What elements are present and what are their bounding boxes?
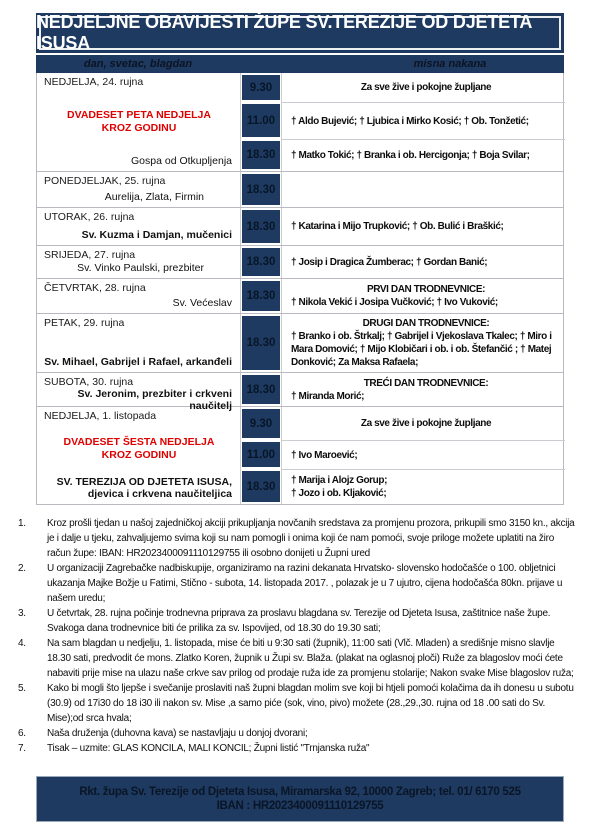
intention-cell: [281, 246, 565, 278]
item-number: 1.: [18, 518, 26, 529]
item-number: 4.: [18, 638, 26, 649]
day-group-monday: [37, 171, 563, 207]
intention-cell: [281, 407, 565, 440]
title-bar: [36, 13, 564, 53]
item-text: U organizaciji Zagrebačke nadbiskupije, organiziramo na razini dekanata Hrvatsko- slovensko hodočašće o 100. obljetnici ukazanja Majke Božje u Fatimi, Stično - subota, 14. listopada 2017. , polazak je u 7 ujutro, cijena hodočašća 80kn. prijave u našem uredu;: [47, 563, 563, 604]
intention-cell: [281, 102, 565, 139]
day-label: NEDJELJA, 24. rujna: [44, 76, 144, 88]
list-item: [18, 561, 580, 606]
intention-cell: [281, 208, 565, 245]
feast-label: DVADESET PETA NEDJELJA KROZ GODINU: [67, 108, 211, 134]
day-cell: [37, 172, 241, 207]
footer-bar: [36, 776, 564, 822]
saint-label: Sv. Vinko Paulski, prezbiter: [77, 262, 204, 274]
saint-label: Sv. Mihael, Gabrijel i Rafael, arkanđeli: [44, 356, 232, 368]
saint-label: Sv. Jeronim, prezbiter i crkveni naučitelj: [77, 388, 232, 412]
day-group-sunday-24: [37, 73, 563, 171]
item-number: 6.: [18, 728, 26, 739]
page-title: NEDJELJNE OBAVIJESTI ŽUPE SV.TEREZIJE OD DJETETA ISUSA: [36, 12, 532, 53]
day-label: SRIJEDA, 27. rujna: [44, 249, 136, 261]
list-item: [18, 741, 580, 756]
day-label: PETAK, 29. rujna: [44, 317, 125, 329]
item-number: 2.: [18, 563, 26, 574]
day-label: SUBOTA, 30. rujna: [44, 376, 134, 388]
list-item: [18, 516, 580, 561]
day-cell: [37, 373, 241, 412]
day-cell: [37, 279, 241, 313]
intention-cell: [281, 139, 565, 171]
intention-cell: [281, 440, 565, 469]
footer-address: Rkt. župa Sv. Terezije od Djeteta Isusa, Miramarska 92, 10000 Zagreb; tel. 01/ 6170 525: [79, 786, 521, 798]
list-item: [18, 681, 580, 726]
item-number: 5.: [18, 683, 26, 694]
trodnevnica-header: TREĆI DAN TRODNEVNICE:: [363, 377, 489, 389]
day-group-sunday-1: [37, 406, 563, 504]
day-group-wednesday: [37, 245, 563, 278]
bulletin-page: [36, 0, 564, 505]
intention-text: Za sve žive i pokojne župljane: [360, 82, 492, 93]
column-header-strip: [36, 55, 564, 73]
item-number: 3.: [18, 608, 26, 619]
footer-wrap: [36, 776, 564, 822]
intention-text: † Matko Tokić; † Branka i ob. Hercigonja; † Boja Svilar;: [291, 150, 530, 161]
time-cell: 9.30: [242, 409, 280, 438]
list-item: [18, 726, 580, 741]
saint-label: SV. TEREZIJA OD DJETETA ISUSA, djevica i crkvena naučiteljica: [56, 476, 232, 500]
day-group-saturday: [37, 372, 563, 412]
list-item: [18, 606, 580, 636]
item-text: Kroz prošli tjedan u našoj zajedničkoj akciji prikupljanja novčanih sredstava za promjenu prozora, prikupili smo 3150 kn., akcija je i dalje u tjeku, zahvaljujemo svima koji su nam pomogli i onima koji će nam pomoći, svoje priloge možete uplatiti na žiro račun župe: IBAN: HR2023400091110129755 ili osobno donijeti u Župni ured: [47, 518, 575, 559]
time-cell: 18.30: [242, 471, 280, 502]
item-text: Kako bi mogli što ljepše i svečanije proslaviti naš župni blagdan molim sve koji bi htjeli pomoći kolačima da ih donesu u subotu (30.9) od 17i30 do 18 i30 ili nakon sv. Mise ,a samo piće (sok, vino, pivo) možete (28.,29.,30. rujna od 18 .00 sati do Sv. Mise);od srca hvala;: [47, 683, 574, 724]
day-label: PONEDJELJAK, 25. rujna: [44, 175, 166, 187]
column-header-day: dan, svetac, blagdan: [83, 58, 193, 70]
time-cell: 18.30: [242, 375, 280, 404]
intention-text: Za sve žive i pokojne župljane: [360, 418, 492, 429]
item-text: Na sam blagdan u nedjelju, 1. listopada, mise će biti u 9:30 sati (župnik), 11:00 sati (Vlč. Mladen) a središnje misno slavlje 18.30 sati, predvodit će mons. Zlatko Koren, župnik u Župi sv. Blaža. (plakat na oglasnoj ploči) Ruže za blagoslov moći ćete nabaviti prije mise na ulazu naše crkve sav prilog od prodaje ruža ide za promjenu stolarije; Nakon svake Mise blagoslov ruža;: [47, 638, 574, 679]
intention-cell: [281, 314, 565, 372]
day-cell: [37, 246, 241, 278]
trodnevnica-header: PRVI DAN TRODNEVNICE:: [366, 284, 486, 295]
item-number: 7.: [18, 743, 26, 754]
day-group-thursday: [37, 278, 563, 313]
intention-cell: [281, 172, 565, 207]
intention-text: † Branko i ob. Štrkalj; † Gabrijel i Vjekoslava Tkalec; † Miro i Mara Domović; † Mijo Klobičari i ob. i ob. Štefančić ; † Matej Donković; Za Maksa Rafaela;: [291, 331, 552, 368]
intention-cell: [281, 469, 565, 504]
time-cell: 18.30: [242, 316, 280, 370]
intention-cell: [281, 279, 565, 313]
saint-label: Sv. Većeslav: [172, 297, 232, 309]
saint-label: Gospa od Otkupljenja: [131, 155, 232, 167]
intention-text: † Ivo Maroević;: [291, 449, 358, 461]
saint-label: Sv. Kuzma i Damjan, mučenici: [81, 229, 232, 241]
time-cell: 11.00: [242, 104, 280, 137]
trodnevnica-header: DRUGI DAN TRODNEVNICE:: [362, 318, 490, 329]
day-group-tuesday: [37, 207, 563, 245]
column-header-intention: misna nakana: [413, 58, 487, 70]
day-label: UTORAK, 26. rujna: [44, 211, 135, 223]
day-cell: [37, 314, 241, 372]
time-cell: 18.30: [242, 174, 280, 205]
intention-cell: [281, 73, 565, 102]
saint-label: Aurelija, Zlata, Firmin: [104, 191, 204, 203]
day-group-friday: [37, 313, 563, 372]
time-cell: 18.30: [242, 141, 280, 169]
day-cell: [37, 407, 241, 504]
item-text: Naša druženja (duhovna kava) se nastavljaju u donjoj dvorani;: [47, 728, 308, 739]
intention-text: † Miranda Morić;: [291, 390, 365, 402]
time-cell: 18.30: [242, 281, 280, 311]
day-label: ČETVRTAK, 28. rujna: [44, 282, 146, 294]
intention-cell: [281, 373, 565, 406]
intention-text: † Aldo Bujević; † Ljubica i Mirko Kosić; † Ob. Tonžetić;: [291, 115, 529, 127]
time-cell: 11.00: [242, 442, 280, 467]
intention-text: † Marija i Alojz Gorup;: [291, 475, 387, 486]
time-cell: 18.30: [242, 248, 280, 276]
footer-iban: IBAN : HR2023400091110129755: [216, 800, 384, 812]
item-text: Tisak – uzmite: GLAS KONCILA, MALI KONCIL; Župni listić "Trnjanska ruža": [47, 743, 370, 754]
intention-text: † Katarina i Mijo Trupković; † Ob. Bulić i Braškić;: [291, 221, 504, 232]
time-cell: 18.30: [242, 210, 280, 243]
item-text: U četvrtak, 28. rujna počinje trodnevna priprava za proslavu blagdana sv. Terezije od Djeteta Isusa, zaštitnice naše župe. Svakoga dana trodnevnice biti će prilika za sv. Ispovijed, od 18.30 do 19.30 sati;: [47, 608, 551, 634]
announcements-list: [18, 516, 580, 756]
schedule-table: [36, 73, 564, 505]
list-item: [18, 636, 580, 681]
time-cell: 9.30: [242, 75, 280, 100]
day-label: NEDJELJA, 1. listopada: [44, 410, 157, 422]
intention-text: † Nikola Vekić i Josipa Vučković; † Ivo Vuković;: [291, 297, 498, 308]
day-cell: [37, 73, 241, 171]
day-cell: [37, 208, 241, 245]
intention-text: † Jozo i ob. Kljaković;: [291, 488, 387, 499]
feast-label: DVADESET ŠESTA NEDJELJA KROZ GODINU: [63, 436, 215, 461]
intention-text: † Josip i Dragica Žumberac; † Gordan Banić;: [291, 256, 488, 268]
